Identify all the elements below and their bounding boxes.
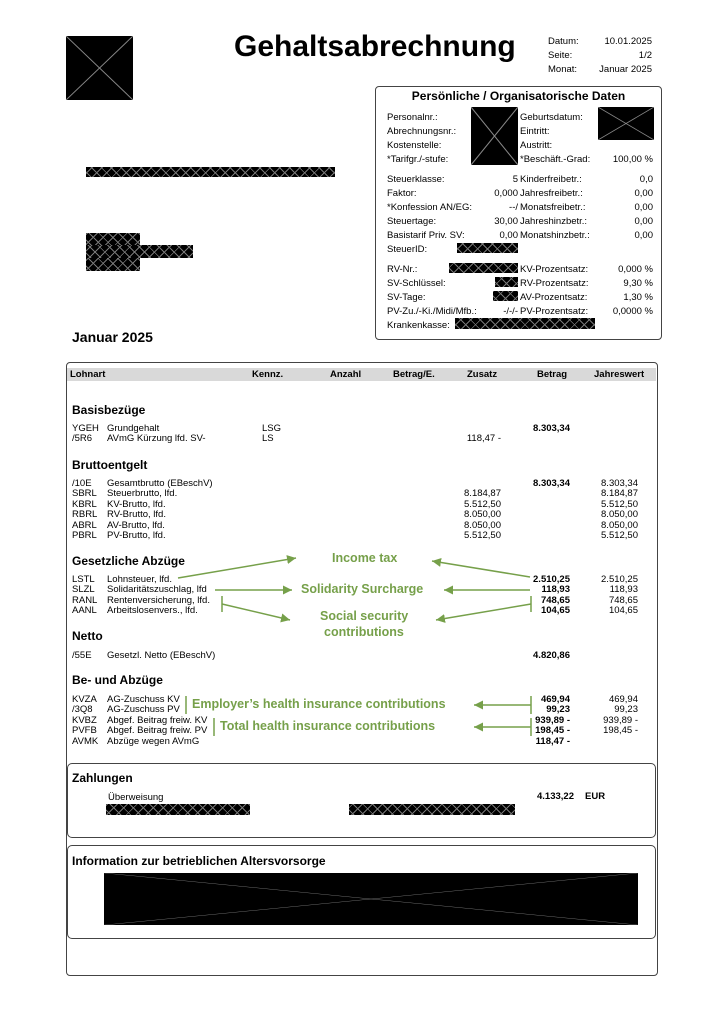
row-jahreswert: 8.050,00 (601, 519, 638, 531)
row-betrag: 104,65 (540, 605, 570, 617)
row-kennz: LS (262, 433, 274, 445)
personal-data-title: Persönliche / Organisatorische Daten (411, 89, 626, 103)
label-beschaeftigungsgrad: *Beschäft.-Grad: (520, 154, 591, 165)
page-title: Gehaltsabrechnung (234, 30, 516, 63)
value-monatshinzbetrag: 0,00 (634, 230, 653, 241)
label-kv-prozentsatz: KV-Prozentsatz: (520, 264, 589, 275)
value-monatsfreibetrag: 0,00 (634, 202, 653, 213)
row-zusatz: 5.512,50 (464, 530, 501, 541)
label-kostenstelle: Kostenstelle: (387, 140, 442, 151)
annotation-social-2: contributions (324, 625, 404, 639)
payment-amount: 4.133,22 (537, 791, 574, 802)
annotation-soli: Solidarity Surcharge (301, 582, 424, 596)
row-code: AANL (72, 605, 97, 617)
payments-title: Zahlungen (72, 771, 133, 785)
rvnr-redacted (449, 263, 518, 273)
row-jahreswert: 469,94 (608, 694, 638, 705)
value-jahreshinzbetrag: 0,00 (634, 216, 653, 227)
row-betrag: 118,47 - (535, 735, 570, 747)
row-description: Gesamtbrutto (EBeschV) (107, 478, 213, 489)
payment-method: Überweisung (108, 792, 164, 803)
col-zusatz: Zusatz (467, 369, 498, 380)
value-steuerklasse: 5 (512, 174, 518, 185)
row-description: Abgef. Beitrag freiw. KV (107, 714, 208, 726)
label-abrechnungsnr: Abrechnungsnr.: (387, 126, 457, 137)
label-personalnr: Personalnr.: (387, 112, 438, 123)
row-betrag: 8.303,34 (533, 423, 570, 434)
row-code: PBRL (72, 530, 97, 541)
row-zusatz: 8.184,87 (464, 488, 501, 500)
row-code: AVMK (72, 735, 99, 747)
row-code: /55E (72, 650, 92, 661)
row-description: Abzüge wegen AVmG (107, 735, 200, 747)
street-redacted (86, 245, 193, 258)
label-jahreshinzbetrag: Jahreshinzbetr.: (520, 216, 588, 227)
city-redacted (86, 258, 140, 271)
address-redacted (86, 167, 335, 177)
label-rvnr: RV-Nr.: (387, 264, 418, 275)
name-redacted (86, 233, 140, 245)
row-code: LSTL (72, 574, 95, 585)
svschluessel-redacted (495, 277, 518, 287)
col-betrag-e: Betrag/E. (393, 369, 435, 380)
value-kinderfreibetrag: 0,0 (639, 174, 653, 185)
row-jahreswert: 939,89 - (603, 714, 638, 726)
row-description: Lohnsteuer, lfd. (107, 574, 172, 585)
row-jahreswert: 198,45 - (603, 725, 638, 737)
row-code: KVZA (72, 694, 97, 705)
label-austritt: Austritt: (520, 140, 553, 151)
annotation-employer-health: Employer’s health insurance contributions (192, 697, 446, 711)
row-jahreswert: 118,93 (609, 584, 638, 596)
row-code: KBRL (72, 498, 97, 510)
row-betrag: 118,93 (541, 584, 570, 596)
logo-redacted (66, 36, 133, 100)
label-konfession: *Konfession AN/EG: (387, 202, 473, 213)
label-steuertage: Steuertage: (387, 216, 437, 227)
row-code: RBRL (72, 509, 98, 521)
row-zusatz: 5.512,50 (464, 498, 501, 510)
row-jahreswert: 8.184,87 (601, 488, 638, 500)
row-code: /3Q8 (72, 704, 93, 716)
value-basistarif: 0,00 (499, 230, 518, 241)
row-description: AV-Brutto, lfd. (107, 519, 165, 531)
row-betrag: 99,23 (546, 704, 570, 716)
row-description: AG-Zuschuss KV (107, 694, 180, 705)
value-rv-prozentsatz: 9,30 % (623, 278, 653, 289)
row-jahreswert: 8.303,34 (601, 478, 638, 489)
section-be-und-abzuege: Be- und Abzüge (72, 673, 163, 687)
label-svtage: SV-Tage: (387, 292, 426, 303)
section-basisbezuege: Basisbezüge (72, 403, 146, 417)
row-jahreswert: 748,65 (608, 594, 638, 606)
row-code: SBRL (72, 488, 97, 500)
row-code: /10E (72, 478, 92, 489)
pension-info-redacted (104, 873, 638, 925)
row-jahreswert: 5.512,50 (601, 498, 638, 510)
row-description: Abgef. Beitrag freiw. PV (107, 725, 208, 737)
row-jahreswert: 99,23 (614, 704, 638, 716)
table-header-bar (67, 368, 656, 381)
meta-date-label: Datum: (548, 36, 579, 47)
row-description: Arbeitslosenvers., lfd. (107, 605, 198, 617)
section-gesetzliche-abzuege: Gesetzliche Abzüge (72, 554, 185, 568)
label-svschluessel: SV-Schlüssel: (387, 278, 446, 289)
meta-month-label: Monat: (548, 64, 578, 75)
pension-title: Information zur betrieblichen Altersvorsorge (72, 854, 326, 868)
row-zusatz: 8.050,00 (464, 509, 501, 521)
row-description: Steuerbrutto, lfd. (107, 488, 178, 500)
krankenkasse-redacted (455, 318, 595, 329)
row-code: ABRL (72, 519, 97, 531)
value-av-prozentsatz: 1,30 % (623, 292, 653, 303)
row-description: Rentenversicherung, lfd. (107, 594, 210, 606)
row-description: RV-Brutto, lfd. (107, 509, 166, 521)
annotation-total-health: Total health insurance contributions (220, 719, 436, 733)
row-description: Grundgehalt (107, 423, 160, 434)
row-jahreswert: 104,65 (608, 605, 638, 617)
row-betrag: 748,65 (540, 594, 570, 606)
row-betrag: 8.303,34 (533, 478, 570, 489)
row-betrag: 469,94 (540, 694, 570, 705)
value-pvzuschlag: -/-/- (503, 306, 518, 317)
row-zusatz: 8.050,00 (464, 519, 501, 531)
label-krankenkasse: Krankenkasse: (387, 320, 450, 331)
row-betrag: 4.820,86 (533, 650, 570, 661)
col-kennz: Kennz. (252, 369, 284, 380)
col-betrag: Betrag (537, 369, 568, 380)
value-steuertage: 30,00 (494, 216, 518, 227)
row-code: YGEH (72, 423, 99, 434)
row-description: Gesetzl. Netto (EBeschV) (107, 650, 216, 661)
label-rv-prozentsatz: RV-Prozentsatz: (520, 278, 589, 289)
month-heading: Januar 2025 (72, 329, 153, 345)
section-netto: Netto (72, 629, 103, 643)
col-anzahl: Anzahl (330, 369, 362, 380)
label-faktor: Faktor: (387, 188, 417, 199)
label-monatshinzbetrag: Monatshinzbetr.: (520, 230, 590, 241)
iban-redacted (349, 804, 515, 815)
row-description: Solidaritätszuschlag, lfd (107, 584, 207, 596)
meta-month-value: Januar 2025 (599, 64, 652, 75)
value-pv-prozentsatz: 0,0000 % (612, 306, 653, 317)
row-code: PVFB (72, 725, 97, 737)
row-kennz: LSG (262, 423, 282, 434)
meta-page-value: 1/2 (638, 50, 652, 61)
row-zusatz: 118,47 - (466, 433, 501, 445)
row-jahreswert: 5.512,50 (601, 530, 638, 541)
col-lohnart: Lohnart (70, 369, 106, 380)
label-tarifgruppe: *Tarifgr./-stufe: (387, 154, 449, 165)
label-steuerid: SteuerID: (387, 244, 428, 255)
label-geburtsdatum: Geburtsdatum: (520, 112, 583, 123)
value-kv-prozentsatz: 0,000 % (618, 264, 653, 275)
value-konfession: --/ (509, 202, 518, 213)
value-faktor: 0,000 (494, 188, 518, 199)
row-description: KV-Brutto, lfd. (107, 498, 166, 510)
row-jahreswert: 2.510,25 (601, 574, 638, 585)
row-code: /5R6 (72, 433, 93, 445)
section-bruttoentgelt: Bruttoentgelt (72, 458, 148, 472)
row-betrag: 198,45 - (535, 725, 570, 737)
col-jahreswert: Jahreswert (594, 369, 645, 380)
row-code: RANL (72, 594, 98, 606)
payee-redacted (106, 804, 250, 815)
row-code: SLZL (72, 584, 95, 596)
birthdate-redacted (598, 107, 654, 140)
annotation-social-1: Social security (320, 609, 409, 623)
row-description: PV-Brutto, lfd. (107, 530, 166, 541)
label-pv-prozentsatz: PV-Prozentsatz: (520, 306, 589, 317)
meta-page-label: Seite: (548, 50, 573, 61)
row-code: KVBZ (72, 714, 97, 726)
value-jahresfreibetrag: 0,00 (634, 188, 653, 199)
row-jahreswert: 8.050,00 (601, 509, 638, 521)
label-pvzuschlag: PV-Zu./-Ki./Midi/Mfb.: (387, 306, 477, 317)
label-steuerklasse: Steuerklasse: (387, 174, 445, 185)
steuerid-redacted (457, 243, 518, 253)
row-description: AG-Zuschuss PV (107, 704, 180, 716)
label-av-prozentsatz: AV-Prozentsatz: (520, 292, 588, 303)
personal-ids-redacted (471, 107, 518, 165)
payment-currency: EUR (585, 791, 606, 802)
value-beschaeftigungsgrad: 100,00 % (612, 154, 653, 165)
label-eintritt: Eintritt: (520, 126, 550, 137)
label-monatsfreibetrag: Monatsfreibetr.: (520, 202, 586, 213)
meta-date-value: 10.01.2025 (604, 36, 652, 47)
row-betrag: 939,89 - (535, 714, 570, 726)
row-betrag: 2.510,25 (533, 574, 570, 585)
label-basistarif: Basistarif Priv. SV: (387, 230, 465, 241)
annotation-income-tax: Income tax (332, 551, 398, 565)
label-jahresfreibetrag: Jahresfreibetr.: (520, 188, 583, 199)
svtage-redacted (493, 291, 518, 301)
row-description: AVmG Kürzung lfd. SV- (107, 433, 206, 445)
label-kinderfreibetrag: Kinderfreibetr.: (520, 174, 582, 185)
